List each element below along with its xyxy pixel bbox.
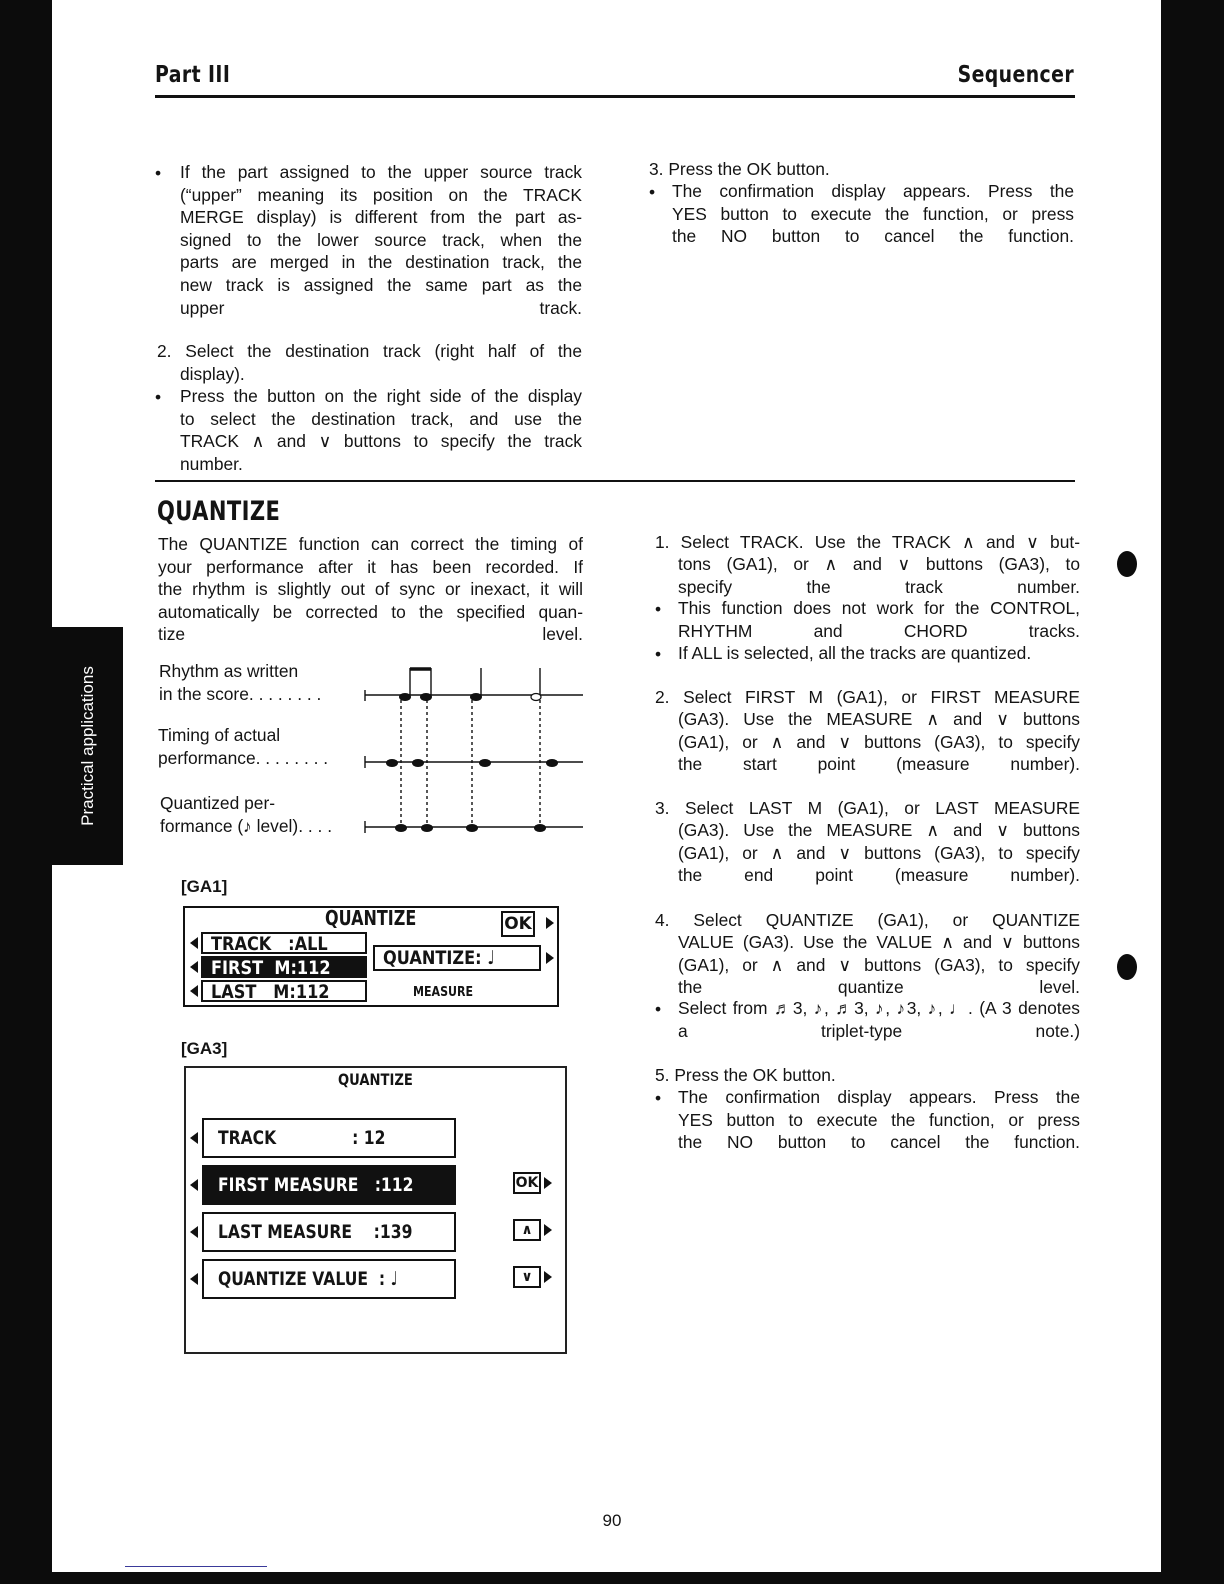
ga3-down-arrow-icon <box>544 1271 552 1283</box>
side-tab-label: Practical applications <box>77 666 97 826</box>
step-2-text: (GA3). Use the MEASURE ∧ and ∨ buttons (GA1), or ∧ and ∨ buttons (GA3), to specify the start point (measure number). <box>678 709 1080 775</box>
bullet-marker <box>649 182 655 203</box>
page-number: 90 <box>602 1511 622 1530</box>
step-2-bullet-text: Press the button on the right side of the display to select the destination track, and use the TRACK ∧ and ∨ buttons to specify the track number. <box>180 386 582 474</box>
step-1-text: tons (GA1), or ∧ and ∨ buttons (GA3), to specify the track number. <box>678 554 1080 597</box>
ga3-track-arrow-icon <box>190 1132 198 1144</box>
diagram-label-actual: Timing of actual performance. . . . . . . . <box>158 725 329 768</box>
ga1-title: QUANTIZE <box>325 906 417 930</box>
header-part: Part III <box>155 62 231 88</box>
ga1-last-arrow-icon <box>190 985 198 997</box>
ga1-first-arrow-icon <box>190 961 198 973</box>
bullet-marker <box>655 1088 661 1109</box>
ga3-ok-arrow-icon <box>544 1177 552 1189</box>
ga3-up-button[interactable]: ∧ <box>513 1219 541 1241</box>
ga3-track-row[interactable]: TRACK : 12 <box>202 1118 456 1158</box>
step-3-line: 3. Select LAST M (GA1), or LAST MEASURE <box>655 798 1080 818</box>
rhythm-timing-diagram <box>355 660 587 840</box>
ga3-last-measure-row[interactable]: LAST MEASURE :139 <box>202 1212 456 1252</box>
step-4-bullet: Select from ♬3, ♪, ♬3, ♪, ♪3, ♪, ♩. (A 3 denotes a triplet-type note.) <box>678 998 1080 1041</box>
ga1-measure-label: MEASURE <box>413 985 474 1000</box>
header-section: Sequencer <box>957 62 1074 88</box>
step-2-line: 2. Select FIRST M (GA1), or FIRST MEASURE <box>655 687 1080 707</box>
ga1-track-row[interactable]: TRACK :ALL <box>201 932 367 954</box>
step-5-line: 5. Press the OK button. <box>655 1065 836 1085</box>
upper-bullet-text: If the part assigned to the upper source track (“upper” meaning its position on the TRACK MERGE display) is different from the part as- signed to the lower source track, when the parts are merged in the destination track, the new track is assigned the same part as the upper track. <box>180 162 582 318</box>
bullet-marker <box>655 599 661 620</box>
bullet-marker <box>155 387 161 408</box>
step-5-bullet: The confirmation display appears. Press the YES button to execute the function, or press the NO button to cancel the function. <box>678 1087 1080 1153</box>
ga1-last-measure-row[interactable]: LAST M:112 <box>201 980 367 1002</box>
bullet-marker <box>655 999 661 1020</box>
ga3-title: QUANTIZE <box>338 1070 413 1089</box>
diagram-label-written: Rhythm as written in the score. . . . . . . . <box>159 661 322 704</box>
ga1-quantize-arrow-icon <box>546 952 554 964</box>
ga3-value-arrow-icon <box>190 1273 198 1285</box>
ga3-display <box>184 1066 567 1354</box>
scan-edge-left <box>0 0 52 1584</box>
ga1-display <box>183 906 559 1007</box>
scan-edge-right <box>1161 0 1224 1584</box>
side-tab <box>52 627 123 865</box>
quantize-intro: The QUANTIZE function can correct the timing of your performance after it has been recorded. If the rhythm is slightly out of sync or inexact, it will automatically be corrected to the specified quan- tize level. <box>158 534 583 645</box>
ga1-ok-button[interactable]: OK <box>501 911 535 937</box>
header-rule <box>155 95 1075 98</box>
binding-hole-mark <box>1117 551 1137 577</box>
section-heading: QUANTIZE <box>157 496 281 527</box>
step-3-press-ok: 3. Press the OK button. <box>649 159 830 179</box>
ga3-last-arrow-icon <box>190 1226 198 1238</box>
ga1-first-measure-row[interactable]: FIRST M:112 <box>201 956 367 978</box>
step-1-line: 1. Select TRACK. Use the TRACK ∧ and ∨ but- <box>655 532 1080 552</box>
step-3-bullet-text: The confirmation display appears. Press the YES button to execute the function, or press the NO button to cancel the function. <box>672 181 1074 247</box>
ga3-down-button[interactable]: ∨ <box>513 1266 541 1288</box>
scan-edge-bottom <box>0 1572 1224 1584</box>
ga1-track-arrow-icon <box>190 937 198 949</box>
step-1-bullet-2: If ALL is selected, all the tracks are quantized. <box>678 643 1032 663</box>
step-2-select-destination: 2. Select the destination track (right half of the <box>157 341 582 361</box>
binding-hole-mark <box>1117 954 1137 980</box>
step-2-continued: display). <box>180 364 245 384</box>
ga3-up-arrow-icon <box>544 1224 552 1236</box>
step-3-text: (GA3). Use the MEASURE ∧ and ∨ buttons (GA1), or ∧ and ∨ buttons (GA3), to specify the end point (measure number). <box>678 820 1080 886</box>
ga1-ok-arrow-icon <box>546 917 554 929</box>
diagram-label-quantized: Quantized per- formance (♪ level). . . . <box>160 793 333 836</box>
step-4-text: VALUE (GA3). Use the VALUE ∧ and ∨ buttons (GA1), or ∧ and ∨ buttons (GA3), to specify the quantize level. <box>678 932 1080 998</box>
ga1-label: [GA1] <box>181 877 228 896</box>
step-1-bullet-1: This function does not work for the CONTROL, RHYTHM and CHORD tracks. <box>678 598 1080 641</box>
bullet-marker <box>655 644 661 665</box>
ga3-quantize-value-row[interactable]: QUANTIZE VALUE : ♩ <box>202 1259 456 1299</box>
ga3-first-measure-row[interactable]: FIRST MEASURE :112 <box>202 1165 456 1205</box>
bullet-marker <box>155 163 161 184</box>
step-4-line: 4. Select QUANTIZE (GA1), or QUANTIZE <box>655 910 1080 930</box>
ga1-quantize-value[interactable]: QUANTIZE: ♩ <box>373 945 541 971</box>
ga3-label: [GA3] <box>181 1039 228 1058</box>
ga3-first-arrow-icon <box>190 1179 198 1191</box>
ga3-ok-button[interactable]: OK <box>513 1172 541 1194</box>
section-divider <box>155 480 1075 482</box>
scan-artifact-line <box>125 1566 267 1567</box>
